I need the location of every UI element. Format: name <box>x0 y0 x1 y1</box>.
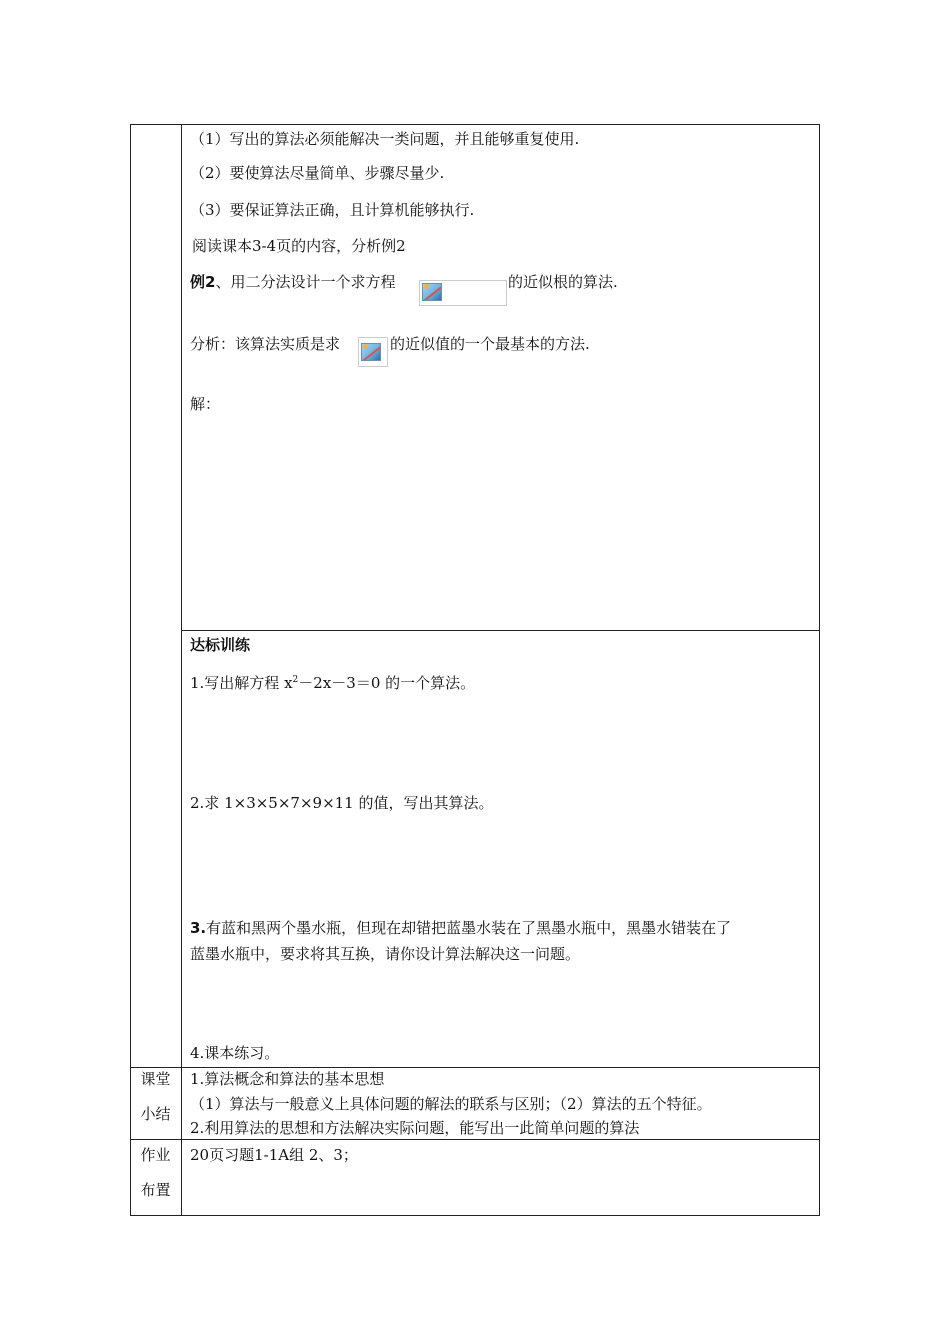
summary-line-1: 1.算法概念和算法的基本思想 <box>190 1070 385 1088</box>
root-image-placeholder <box>358 337 388 367</box>
summary-label-line-1: 课堂 <box>140 1070 171 1088</box>
row-divider-summary <box>130 1067 820 1068</box>
analysis-text-a: 分析：该算法实质是求 <box>190 335 341 353</box>
row-divider-homework <box>130 1139 820 1140</box>
practice-question-1: 1.写出解方程 $x^2-2x-3=0$ 的一个算法。 <box>190 674 476 692</box>
requirement-line-2: （2）要使算法尽量简单、步骤尽量少. <box>190 164 445 182</box>
practice-question-3-line-1: 3.有蓝和黑两个墨水瓶，但现在却错把蓝墨水装在了黑墨水瓶中，黑墨水错装在了 <box>190 919 732 937</box>
requirement-line-1: （1）写出的算法必须能解决一类问题，并且能够重复使用. <box>190 130 580 148</box>
summary-label-line-2: 小结 <box>140 1105 171 1123</box>
row-divider-practice <box>181 630 820 631</box>
image-dot-icon <box>424 284 429 289</box>
analysis-text-b: 的近似值的一个最基本的方法. <box>390 335 590 353</box>
requirement-line-3: （3）要保证算法正确，且计算机能够执行. <box>190 201 475 219</box>
image-dot-icon <box>363 344 368 349</box>
practice-question-4: 4.课本练习。 <box>190 1044 280 1062</box>
homework-label-line-2: 布置 <box>140 1181 171 1199</box>
equation-image-placeholder <box>419 280 507 306</box>
reading-instruction: 阅读课本3-4页的内容，分析例2 <box>192 237 406 255</box>
column-divider <box>181 124 182 1216</box>
solution-label: 解： <box>190 395 221 413</box>
summary-line-3: 2.利用算法的思想和方法解决实际问题，能写出一此简单问题的算法 <box>190 1119 640 1137</box>
example-label: 例2 <box>190 273 216 291</box>
summary-line-2: （1）算法与一般意义上具体问题的解法的联系与区别；（2）算法的五个特征。 <box>190 1095 712 1113</box>
practice-heading: 达标训练 <box>190 636 251 654</box>
homework-text: 20页习题1-1A组 2、3； <box>190 1146 358 1164</box>
example-text-a: 、用二分法设计一个求方程 <box>215 273 396 291</box>
homework-label-line-1: 作业 <box>140 1146 171 1164</box>
example-text-b: 的近似根的算法. <box>508 273 618 291</box>
practice-question-2: 2.求 1×3×5×7×9×11 的值，写出其算法。 <box>190 794 494 812</box>
practice-question-3-line-2: 蓝墨水瓶中，要求将其互换，请你设计算法解决这一问题。 <box>190 945 581 963</box>
example-2-line <box>190 272 395 292</box>
